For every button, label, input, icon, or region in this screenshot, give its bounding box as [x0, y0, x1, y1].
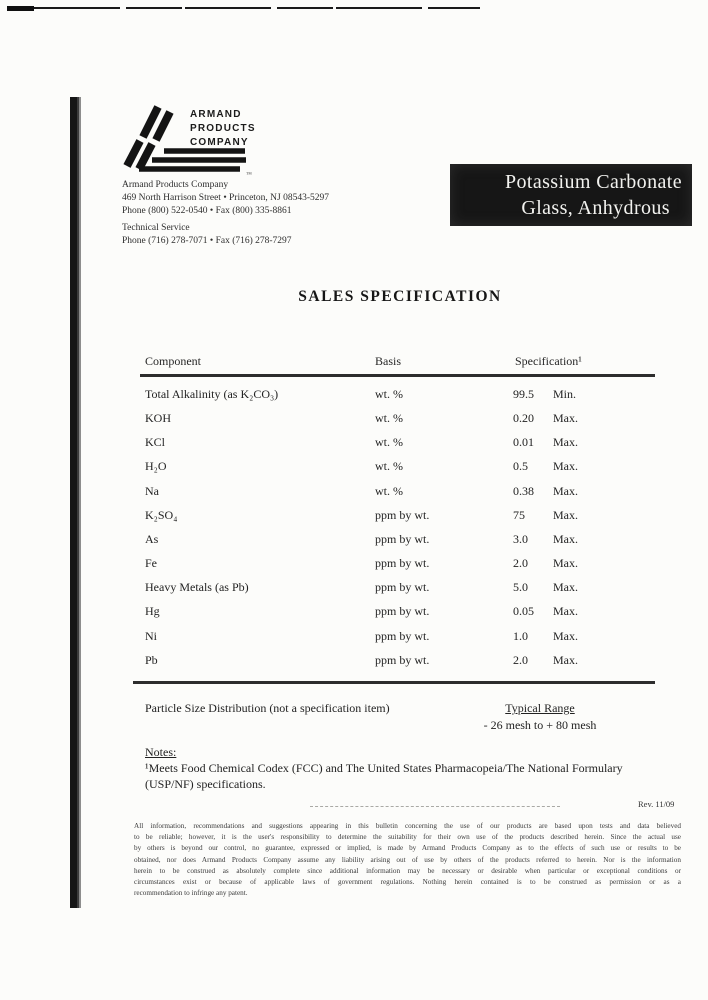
table-row [0, 580, 708, 600]
spec-qualifier-cell: Max. [553, 459, 578, 473]
spec-qualifier-cell: Max. [553, 411, 578, 425]
page-title: SALES SPECIFICATION [298, 288, 502, 305]
component-cell: KOH [145, 411, 171, 425]
table-row [0, 484, 708, 504]
table-row [0, 387, 708, 407]
header-component: Component [145, 354, 201, 368]
spec-qualifier-cell: Max. [553, 435, 578, 449]
spec-qualifier-cell: Max. [553, 508, 578, 522]
table-row [0, 653, 708, 673]
company-address: 469 North Harrison Street • Princeton, NJ 08543-5297 [122, 193, 330, 203]
spec-value-cell: 3.0 [513, 532, 528, 546]
component-cell: Fe [145, 556, 157, 570]
spec-qualifier-cell: Max. [553, 604, 578, 618]
technical-service-phone-fax: Phone (716) 278-7071 • Fax (716) 278-7297 [122, 236, 292, 246]
company-contact-block [122, 179, 329, 218]
component-cell: Pb [145, 653, 158, 667]
logo-wordmark-line: ARMAND [190, 109, 242, 120]
basis-cell: ppm by wt. [375, 556, 430, 570]
company-phone-fax: Phone (800) 522-0540 • Fax (800) 335-8861 [122, 206, 292, 216]
typical-range-block [460, 701, 620, 733]
logo-trademark: ™ [246, 172, 252, 178]
component-cell: As [145, 532, 159, 546]
basis-cell: wt. % [375, 484, 403, 498]
basis-cell: ppm by wt. [375, 604, 430, 618]
table-row [0, 556, 708, 576]
disclaimer-line: recommendation to infringe any patent. [134, 889, 248, 898]
typical-range-value: - 26 mesh to + 80 mesh [483, 718, 597, 732]
particle-size-label: Particle Size Distribution (not a specification item) [145, 701, 390, 715]
product-title-line1: Potassium Carbonate [504, 171, 682, 193]
table-row [0, 411, 708, 431]
notes-heading: Notes: [145, 745, 177, 759]
spec-qualifier-cell: Max. [553, 629, 578, 643]
spec-value-cell: 0.38 [513, 484, 534, 498]
component-cell: Total Alkalinity (as K₂CO₃) [145, 387, 279, 401]
typical-range-title: Typical Range [505, 701, 575, 715]
table-row [0, 629, 708, 649]
logo-wordmark-line: PRODUCTS [190, 123, 256, 134]
logo-wordmark [190, 108, 256, 150]
spec-qualifier-cell: Max. [553, 484, 578, 498]
spec-qualifier-cell: Max. [553, 580, 578, 594]
disclaimer-line: by others is beyond our control, no guarantee, expressed or implied, is made by Armand Products Company as to the effects of such use or results to be [134, 844, 681, 853]
basis-cell: ppm by wt. [375, 629, 430, 643]
technical-service-block [122, 222, 292, 248]
spec-value-cell: 0.05 [513, 604, 534, 618]
component-cell: H₂O [145, 459, 167, 473]
company-name: Armand Products Company [122, 180, 229, 190]
disclaimer-line: All information, recommendations and suggestions appearing in this bulletin concerning the use of our products are based upon tests and data believed [134, 822, 681, 830]
disclaimer-line: circumstances exist or because of applicable laws of government regulations. Nothing herein contained is to be construed as permission or as a [134, 878, 681, 887]
spec-value-cell: 2.0 [513, 653, 528, 667]
technical-service-label: Technical Service [122, 223, 190, 233]
spec-qualifier-cell: Min. [553, 387, 577, 401]
component-cell: Heavy Metals (as Pb) [145, 580, 249, 594]
component-cell: Na [145, 484, 159, 498]
spec-qualifier-cell: Max. [553, 532, 578, 546]
basis-cell: ppm by wt. [375, 508, 430, 522]
scan-artifact-footer-dashes [310, 806, 560, 807]
scan-artifact-top-dashed-line [34, 7, 480, 9]
table-row [0, 532, 708, 552]
spec-value-cell: 75 [513, 508, 525, 522]
basis-cell: ppm by wt. [375, 532, 430, 546]
header-specification: Specification¹ [515, 354, 582, 368]
spec-qualifier-cell: Max. [553, 556, 578, 570]
spec-value-cell: 0.20 [513, 411, 534, 425]
header-basis: Basis [375, 354, 402, 368]
spec-value-cell: 2.0 [513, 556, 528, 570]
notes-footnote: ¹Meets Food Chemical Codex (FCC) and The United States Pharmacopeia/The National Formulary (USP/NF) specifications. [145, 761, 623, 791]
table-bottom-rule [133, 681, 655, 684]
revision-label: Rev. 11/09 [638, 799, 675, 809]
logo-wordmark-line: COMPANY [190, 137, 249, 148]
basis-cell: wt. % [375, 435, 403, 449]
disclaimer-line: obtained, nor does Armand Products Company assume any liability arising out of use by others of the products referred to herein. Nor is the information [134, 855, 681, 864]
basis-cell: ppm by wt. [375, 580, 430, 594]
component-cell: Ni [145, 629, 157, 643]
basis-cell: ppm by wt. [375, 653, 430, 667]
component-cell: KCl [145, 435, 166, 449]
table-header-rule [140, 374, 655, 377]
spec-value-cell: 99.5 [513, 387, 534, 401]
basis-cell: wt. % [375, 411, 403, 425]
component-cell: Hg [145, 604, 160, 618]
table-row [0, 435, 708, 455]
spec-qualifier-cell: Max. [553, 653, 578, 667]
basis-cell: wt. % [375, 387, 403, 401]
spec-value-cell: 5.0 [513, 580, 528, 594]
disclaimer-line: to be reliable; however, it is the user's responsibility to determine the suitability for their own use of the products described herein. Since the actual use [134, 833, 681, 842]
table-row [0, 604, 708, 624]
spec-value-cell: 1.0 [513, 629, 528, 643]
disclaimer-line: herein to be construed as absolutely complete since additional information may be necessary or desirable when particular or exceptional conditions or [134, 866, 681, 875]
legal-disclaimer [134, 821, 681, 899]
spec-value-cell: 0.5 [513, 459, 528, 473]
product-title-line2: Glass, Anhydrous [521, 197, 670, 219]
table-row [0, 508, 708, 528]
basis-cell: wt. % [375, 459, 403, 473]
spec-value-cell: 0.01 [513, 435, 534, 449]
component-cell: K₂SO₄ [145, 508, 178, 522]
product-title-banner [450, 164, 692, 226]
table-row [0, 459, 708, 479]
scan-artifact-top-block [7, 6, 34, 11]
